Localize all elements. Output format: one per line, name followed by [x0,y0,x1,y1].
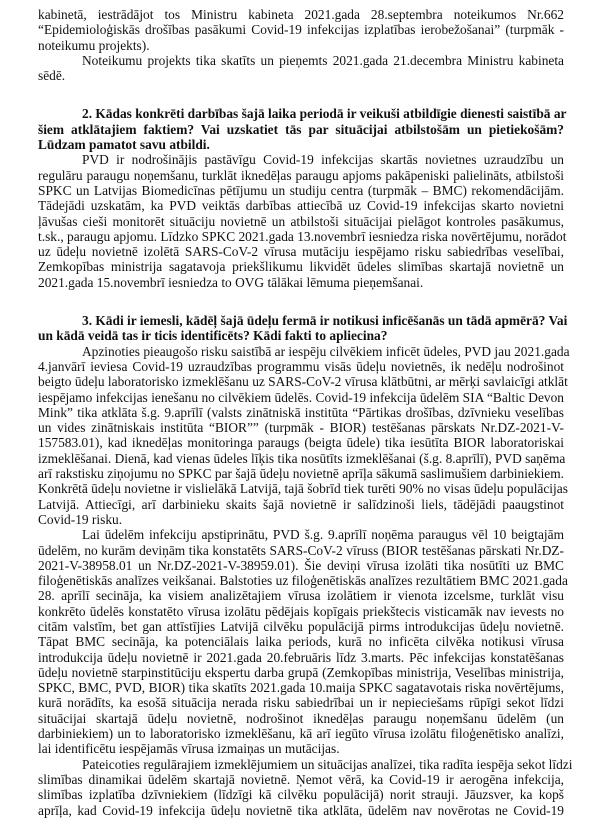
text-line: beigto ūdeļu laboratorisko izmeklēšanu uz SARS-CoV-2 vīrusa klātbūtni, ar mērķi savlaicīgi atklāt [38,374,568,390]
text-line: kurā norādīts, ka esošā situācija nerada risku sabiedrībai un ir nepieciešams rūpīgi sekot līdzi [38,695,564,711]
text-line: sēdē. [38,68,66,84]
text-line: šiem atklātajiem faktiem? Vai uzskatiet tās par situācijai atbilstošām un pietiekošām? [38,121,564,137]
text-line: iespējamo infekcijas ienešanu no cilvēkiem ūdelēs. Covid-19 infekcija ūdelēm SIA “Baltic Devon [38,389,564,405]
text-line: Lai ūdelēm infekciju apstiprinātu, PVD š.g. 9.aprīlī noņēma paraugus vēl 10 beigtajām [82,527,564,543]
text-line: Apzinoties pieaugošo risku saistībā ar iespēju cilvēkiem inficēt ūdeles, PVD jau 2021.gada [82,343,570,359]
text-line: ūdelēm, no kurām deviņām tika konstatēts SARS-CoV-2 vīruss (BIOR testēšanas pārskati Nr.DZ- [38,542,564,558]
text-line: Zemkopības ministrija sagatavoja priekšlikumu likvidēt ūdeles slimības skartajā novietnē un [38,259,564,275]
text-line: 2021.gada 15.novembrī iesniedza to OVG tālākai lēmuma pieņemšanai. [38,274,424,290]
text-line: izmeklēšanai. Dienā, kad vienas ūdeles līķis tika nosūtīts izmeklēšanai (š.g. 8.aprīlī), PVD saņēma [38,450,566,466]
text-line: 28. aprīlī secināja, ka visiem analizētajiem vīrusa izolātiem ir vienota izcelsme, turklāt visu [38,588,564,604]
text-line: Mink” tika atklāta š.g. 9.aprīlī (valsts zinātniskā institūta “Pārtikas drošības, dzīvnieku veselības [38,404,564,420]
paragraph [38,756,573,818]
text-line: Tāpat BMC secināja, ka potenciālais laika periods, kurā no inficēta cilvēka notikusi vīrusa [38,634,564,650]
question-heading [38,106,567,153]
text-line: regulāru paraugu noņemšanu, turklāt iknedēļas paraugu apjoms pakāpeniski palielināts, atbilstoši [38,167,564,183]
text-line: citām valstīm, bet gan attīstījies Latvijā cilvēku populācijā pirms introdukcijas ūdeļu novietnē. [38,618,564,634]
text-line: 2021-V-38958.01 un Nr.DZ-2021-V-38959.01). Šie deviņi vīrusa izolāti tika nosūtīti uz BMC [38,557,564,573]
text-line: situācijai skartajā ūdeļu novietnē, nodrošinot iknedēļas paraugu noņemšanu ūdelēm (un [38,710,564,726]
question-heading [38,313,568,344]
text-line: Lūdzam pamatot savu atbildi. [38,137,210,153]
text-line: Tādejādi uzskatām, ka PVD veiktās darbības attiecībā uz Covid-19 infekcijas skarto novietni [38,198,564,214]
document-page [38,7,573,818]
text-line: slimības dinamikai ūdelēm skartajā novietnē. Ņemot vērā, ka Covid-19 ir aerogēna infekcija, [38,771,564,787]
text-line: introdukcija ūdeļu novietnē ir 2021.gada 20.februāris līdz 3.marts. Pēc infekcijas konstatēšanas [38,649,564,665]
text-line: ūdeļu novietnē starpinstitūciju ekspertu darba grupā (Zemkopības ministrija, Veselības ministrija, [38,664,564,680]
paragraph [38,152,567,290]
text-line: slimības izplatība dzīvniekiem (līdzīgi kā cilvēku populācijā) norit strauji. Jāuzsver, ka kopš [38,787,564,803]
text-line: “Epidemioloģiskās drošības pasākumi Covid-19 infekcijas izplatības ierobežošanai” (turpmāk - [38,22,564,38]
text-line: arī rakstisku ziņojumu no SPKC par šajā ūdeļu novietnē aprīļa sākumā saslimušiem darbiniekiem. [38,466,564,482]
paragraph [38,53,564,84]
text-line: kabinetā, iestrādājot tos Ministru kabineta 2021.gada 28.septembra noteikumos Nr.662 [38,7,564,22]
text-line: aprīļa, kad Covid-19 infekcija ūdeļu novietnē tika atklāta, ūdelēm nav novērotas ne Covid-19 [38,802,564,818]
text-line: noteikumu projekts). [38,37,150,53]
text-line: Pateicoties regulārajiem izmeklējumiem un situācijas analīzei, tika radīta iespēja sekot līdzi [82,756,573,772]
text-line: konkrēto ūdelēs konstatēto vīrusa izolātu pēdējais kopīgais priekštecis visticamāk nav ievests no [38,603,564,619]
text-line: ļāvušas cieši monitorēt situāciju novietnē un atbilstoši situācijai pielāgot kontroles pasākumus, [38,213,564,229]
text-line: filoģenētiskās analīzes veikšanai. Balstoties uz filoģenētiskās analīzes rezultātiem BMC 2021.gada [38,573,568,589]
text-line: Konkrētā ūdeļu novietne ir vislielākā Latvijā, tajā šobrīd tiek turēti 90% no visas ūdeļu populācijas [38,481,568,497]
text-line: SPKC, BMC, PVD, BIOR) tika skatīts 2021.gada 10.maija SPKC sagatavotais riska novērtējums, [38,680,564,696]
paragraph [38,343,570,528]
text-line: lai identificētu iespējamās vīrusa izmaiņas un mutācijas. [38,741,340,757]
text-line: PVD ir nodrošinājis pastāvīgu Covid-19 infekcijas skartās novietnes uzraudzību un [82,152,564,168]
text-line: uz ūdeļu novietnē izolētā SARS-CoV-2 vīrusa mutāciju iespējamo risku sabiedrības veselībai, [38,244,564,260]
text-line: 157583.01), kad iknedēļas monitoringa paraugs (beigta ūdele) tika iesūtīta BIOR laboratoriskai [38,435,564,451]
text-line: un vides zinātniskais institūta “BIOR”” (turpmāk - BIOR) testēšanas pārskats Nr.DZ-2021-V- [38,420,564,436]
text-line: Noteikumu projekts tika skatīts un pieņemts 2021.gada 21.decembra Ministru kabineta [82,52,564,68]
text-line: Latvijā. Attiecīgi, arī darbinieku skaits šajā novietnē ir salīdzinoši liels, tādējādi paaugstinot [38,496,564,512]
text-line: Covid-19 risku. [38,511,123,527]
paragraph-spacer [38,290,564,313]
paragraph-spacer [38,83,564,106]
text-line: 2. Kādas konkrēti darbības šajā laika periodā ir veikuši atbildīgie dienesti saistībā ar [82,106,567,122]
text-line: darbiniekiem) un to laboratorisko izmeklēšanu, kā arī iegūto vīrusa izolātu filoģenētisko analīzi, [38,726,564,742]
paragraph [38,527,568,757]
paragraph [38,7,564,53]
text-line: 4.janvārī ieviesa Covid-19 uzraudzības programmu visās ūdeļu novietnēs, ik nedēļu nodrošinot [38,358,564,374]
text-line: SPKC un Latvijas Biomedicīnas pētījumu un studiju centra (turpmāk – BMC) rekomendācijām. [38,182,564,198]
text-line: t.sk., paraugu apjomu. Līdzko SPKC 2021.gada 13.novembrī iesniedza riska novērtējumu, norādot [38,228,567,244]
text-line: 3. Kādi ir iemesli, kādēļ šajā ūdeļu fermā ir notikusi inficēšanās un tādā apmērā? Vai [82,313,568,329]
text-line: un kādā veidā tas ir ticis identificēts? Kādi fakti to apliecina? [38,328,388,344]
